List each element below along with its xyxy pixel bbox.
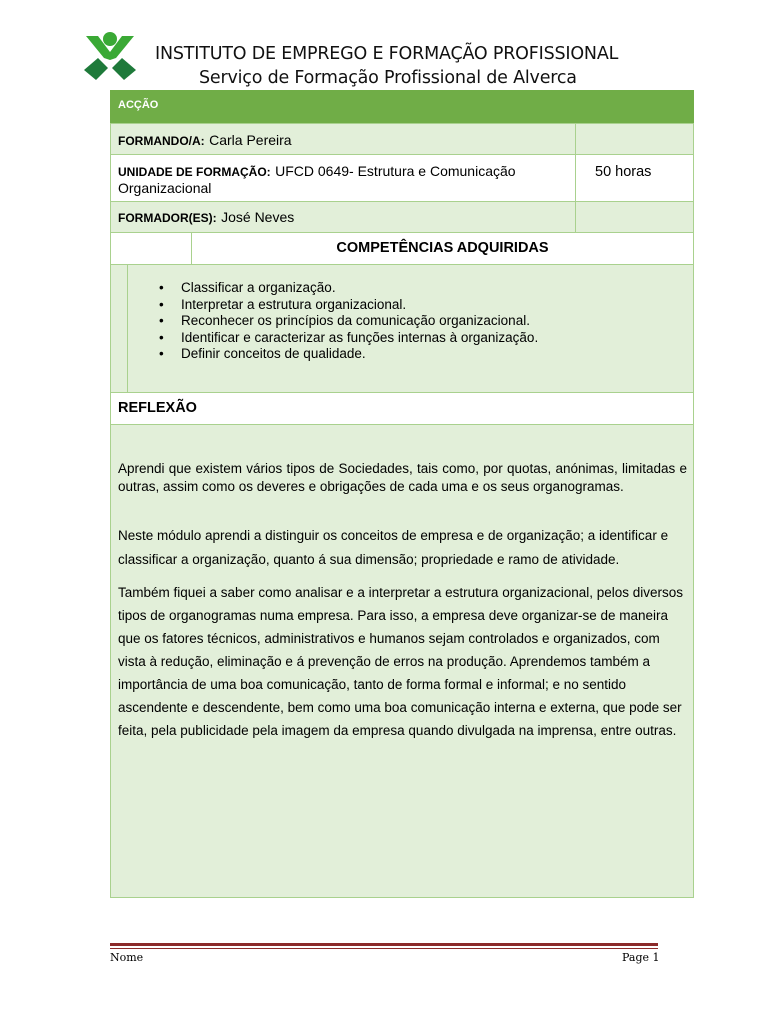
competencias-title: COMPETÊNCIAS ADQUIRIDAS	[336, 240, 549, 256]
reflexao-paragraph-2: Neste módulo aprendi a distinguir os conceitos de empresa e de organização; a identificar e classificar a organização, quanto á sua dimensão; propriedade e ramo de atividade.	[118, 528, 669, 567]
reflexao-paragraph-1: Aprendi que existem vários tipos de Sociedades, tais como, por quotas, anónimas, limitadas e outras, assim como os deveres e obrigações de cada uma e os seus organogramas.	[118, 461, 687, 494]
horas-cell	[575, 154, 694, 202]
competencias-left-cell	[110, 232, 192, 265]
reflexao-title: REFLEXÃO	[118, 400, 197, 416]
unidade-cell	[110, 154, 576, 202]
formando-label: FORMANDO/A:	[118, 134, 205, 148]
reflexao-cell	[110, 424, 694, 898]
reflexao-paragraph-3: Também fiquei a saber como analisar e a interpretar a estrutura organizacional, pelos diversos tipos de organogramas numa empresa. Para isso, a empresa deve organizar-se de maneira que os fatores técnicos, administrativos e humanos sejam controlados e organizados, com vista à redução, eliminação e á prevenção de erros na produção. Aprendemos também a importância de uma boa comunicação, tanto de forma formal e informal; e no sentido ascendente e descendente, bem como uma boa comunicação interna e externa, que pode ser feita, pela publicidade pela imagem da empresa quando divulgada na imprensa, entre outras.	[118, 585, 684, 738]
formador-value: José Neves	[221, 209, 295, 225]
formando-value: Carla Pereira	[209, 132, 292, 148]
unidade-label: UNIDADE DE FORMAÇÃO:	[118, 165, 271, 179]
reflexao-title-cell	[110, 392, 694, 425]
footer-rule	[110, 943, 658, 946]
unidade-value-line1: UFCD 0649- Estrutura e Comunicação	[275, 163, 516, 179]
formador-empty-cell	[575, 201, 694, 233]
formador-label: FORMADOR(ES):	[118, 211, 217, 225]
formando-empty-cell	[575, 123, 694, 155]
list-item: • Reconhecer os princípios da comunicação organizacional.	[159, 313, 538, 330]
list-item: • Identificar e caracterizar as funções internas à organização.	[159, 330, 538, 347]
inner-divider	[127, 265, 128, 392]
footer-name: Nome	[110, 951, 144, 964]
formando-cell	[110, 123, 576, 155]
institution-subtitle: Serviço de Formação Profissional de Alverca	[199, 68, 577, 88]
institution-title: INSTITUTO DE EMPREGO E FORMAÇÃO PROFISSIONAL	[155, 44, 619, 64]
competencias-cell	[110, 264, 694, 393]
horas-value: 50 horas	[595, 164, 652, 180]
accao-label: ACÇÃO	[118, 99, 159, 111]
footer-rule-thin	[110, 948, 658, 949]
list-item: • Definir conceitos de qualidade.	[159, 346, 538, 363]
unidade-value-line2: Organizacional	[118, 180, 212, 196]
competencias-list	[159, 280, 538, 363]
accao-bar	[110, 90, 694, 124]
iefp-logo-icon	[82, 30, 138, 84]
competencias-title-cell	[191, 232, 694, 265]
list-item: • Classificar a organização.	[159, 280, 538, 297]
footer-page-number: Page 1	[622, 951, 660, 964]
formador-cell	[110, 201, 576, 233]
list-item: • Interpretar a estrutura organizacional.	[159, 297, 538, 314]
